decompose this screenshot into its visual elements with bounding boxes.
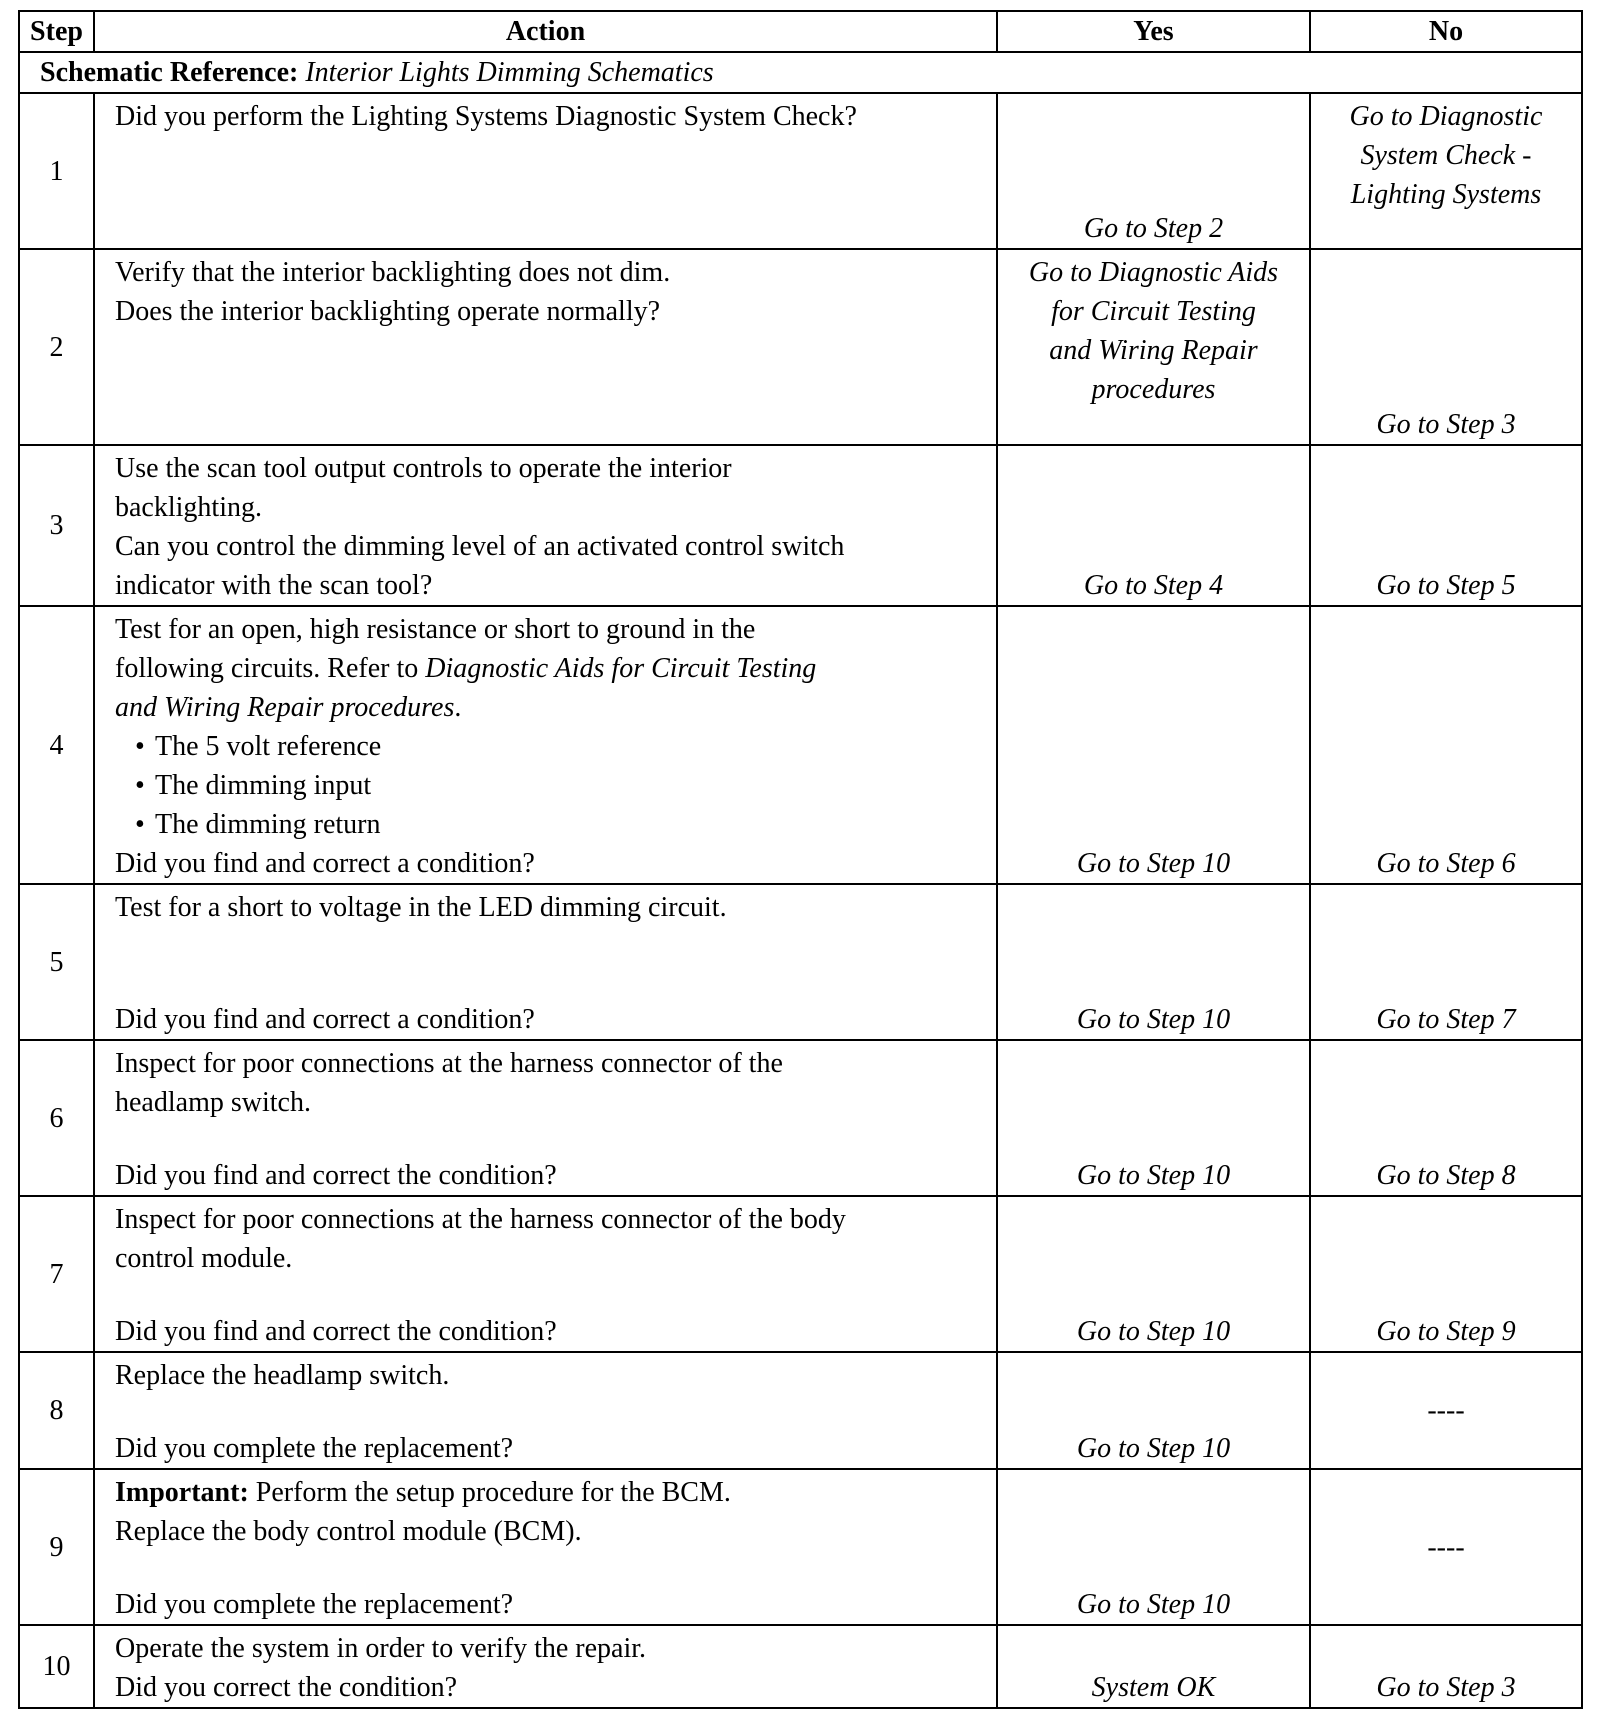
no-cell <box>1310 1040 1582 1196</box>
yes-cell <box>997 1196 1310 1352</box>
action-question: Did you find and correct the condition? <box>115 1316 557 1347</box>
table-row <box>19 884 1582 1040</box>
action-question: Did you find and correct the condition? <box>115 1160 557 1191</box>
list-item: • The 5 volt reference <box>135 727 986 766</box>
action-cell <box>94 445 997 606</box>
action-text: Test for a short to voltage in the LED dimming circuit. <box>115 892 727 923</box>
action-text-part: . <box>454 692 462 723</box>
yes-link[interactable]: Go to Step 10 <box>1076 1589 1231 1620</box>
no-link-line: System Check - <box>1360 140 1532 171</box>
table-row <box>19 93 1582 249</box>
yes-link[interactable]: Go to Step 10 <box>1076 1433 1231 1464</box>
no-link[interactable]: Go to Step 3 <box>1376 1672 1516 1703</box>
no-cell <box>1310 445 1582 606</box>
yes-link-line: Go to Diagnostic Aids <box>1028 257 1279 288</box>
table-row <box>19 445 1582 606</box>
action-text: indicator with the scan tool? <box>115 570 433 601</box>
no-cell: ---- <box>1310 1352 1582 1469</box>
yes-cell <box>997 1625 1310 1708</box>
yes-cell <box>997 1352 1310 1469</box>
yes-link[interactable]: Go to Step 4 <box>1083 570 1224 601</box>
header-row <box>19 11 1582 52</box>
step-number: 8 <box>19 1352 94 1469</box>
step-number: 9 <box>19 1469 94 1625</box>
step-number: 1 <box>19 93 94 249</box>
action-text: Verify that the interior backlighting does not dim. <box>115 257 671 288</box>
step-number: 3 <box>19 445 94 606</box>
table-row <box>19 1040 1582 1196</box>
header-action: Action <box>94 11 997 52</box>
action-text: backlighting. <box>115 492 262 523</box>
action-text: Replace the headlamp switch. <box>115 1360 450 1391</box>
table-row <box>19 1625 1582 1708</box>
schematic-row <box>19 52 1582 93</box>
no-link-line: Go to Diagnostic <box>1349 101 1543 132</box>
step-number: 7 <box>19 1196 94 1352</box>
action-text: Does the interior backlighting operate normally? <box>115 296 661 327</box>
no-cell <box>1310 1625 1582 1708</box>
action-text: control module. <box>115 1243 293 1274</box>
no-cell: ---- <box>1310 1469 1582 1625</box>
step-number: 10 <box>19 1625 94 1708</box>
yes-cell <box>997 1040 1310 1196</box>
action-cell <box>94 249 997 445</box>
action-cell <box>94 1625 997 1708</box>
yes-cell <box>997 884 1310 1040</box>
yes-link[interactable]: Go to Step 10 <box>1076 848 1231 879</box>
yes-cell <box>997 445 1310 606</box>
yes-link[interactable]: Go to Step 2 <box>1083 213 1224 244</box>
action-text: Inspect for poor connections at the harness connector of the <box>115 1048 783 1079</box>
no-link[interactable]: Go to Step 7 <box>1376 1004 1516 1035</box>
yes-link[interactable]: Go to Step 10 <box>1076 1316 1231 1347</box>
no-link[interactable] <box>1311 97 1581 214</box>
action-cell <box>94 1040 997 1196</box>
important-label: Important: <box>115 1477 249 1508</box>
yes-link[interactable]: System OK <box>1091 1672 1216 1703</box>
header-step: Step <box>19 11 94 52</box>
table-row <box>19 1469 1582 1625</box>
action-text <box>115 688 986 727</box>
yes-link-line: procedures <box>1091 374 1216 405</box>
yes-cell <box>997 249 1310 445</box>
action-text: Can you control the dimming level of an activated control switch <box>115 531 845 562</box>
action-cell <box>94 1352 997 1469</box>
action-text: Did you perform the Lighting Systems Diagnostic System Check? <box>115 101 857 132</box>
action-text-part: following circuits. Refer to <box>115 653 419 684</box>
header-yes: Yes <box>997 11 1310 52</box>
action-text <box>115 649 986 688</box>
reference-link[interactable]: Diagnostic Aids for Circuit Testing <box>425 653 817 684</box>
step-number: 4 <box>19 606 94 884</box>
no-link[interactable]: Go to Step 9 <box>1376 1316 1516 1347</box>
important-text: Perform the setup procedure for the BCM. <box>248 1477 731 1508</box>
yes-link[interactable] <box>998 253 1309 409</box>
schematic-link[interactable]: Interior Lights Dimming Schematics <box>305 57 714 88</box>
circuit-list <box>115 727 986 844</box>
yes-cell <box>997 93 1310 249</box>
table-row <box>19 606 1582 884</box>
action-question: Did you complete the replacement? <box>115 1433 514 1464</box>
action-text: Operate the system in order to verify the repair. <box>115 1633 647 1664</box>
yes-link[interactable]: Go to Step 10 <box>1076 1160 1231 1191</box>
action-question: Did you correct the condition? <box>115 1672 458 1703</box>
no-cell <box>1310 884 1582 1040</box>
list-item: • The dimming input <box>135 766 986 805</box>
action-cell <box>94 93 997 249</box>
action-question: Did you find and correct a condition? <box>115 1004 535 1035</box>
no-cell <box>1310 93 1582 249</box>
no-cell <box>1310 1196 1582 1352</box>
table-row <box>19 1352 1582 1469</box>
step-number: 6 <box>19 1040 94 1196</box>
diagnostic-table <box>18 10 1583 1709</box>
action-text: headlamp switch. <box>115 1087 311 1118</box>
action-question: Did you find and correct a condition? <box>115 848 535 879</box>
list-item: • The dimming return <box>135 805 986 844</box>
action-text: Replace the body control module (BCM). <box>115 1516 582 1547</box>
action-text: Inspect for poor connections at the harness connector of the body <box>115 1204 846 1235</box>
action-text: Use the scan tool output controls to operate the interior <box>115 453 732 484</box>
yes-link-line: and Wiring Repair <box>1049 335 1258 366</box>
yes-cell <box>997 606 1310 884</box>
step-number: 2 <box>19 249 94 445</box>
action-cell <box>94 606 997 884</box>
no-cell <box>1310 249 1582 445</box>
important-note <box>115 1473 986 1512</box>
table-row <box>19 249 1582 445</box>
no-link[interactable]: Go to Step 5 <box>1376 570 1516 601</box>
yes-link[interactable]: Go to Step 10 <box>1076 1004 1231 1035</box>
action-cell <box>94 1196 997 1352</box>
action-text: Test for an open, high resistance or short to ground in the <box>115 614 756 645</box>
yes-link-line: for Circuit Testing <box>1051 296 1256 327</box>
no-link-line: Lighting Systems <box>1350 179 1542 210</box>
no-cell <box>1310 606 1582 884</box>
no-link[interactable]: Go to Step 3 <box>1376 409 1516 440</box>
step-number: 5 <box>19 884 94 1040</box>
yes-cell <box>997 1469 1310 1625</box>
action-cell <box>94 1469 997 1625</box>
action-cell <box>94 884 997 1040</box>
schematic-reference <box>19 52 1582 93</box>
schematic-label: Schematic Reference: <box>40 57 299 88</box>
header-no: No <box>1310 11 1582 52</box>
no-link[interactable]: Go to Step 6 <box>1376 848 1516 879</box>
reference-link[interactable]: and Wiring Repair procedures <box>115 692 455 723</box>
table-row <box>19 1196 1582 1352</box>
no-link[interactable]: Go to Step 8 <box>1376 1160 1516 1191</box>
action-question: Did you complete the replacement? <box>115 1589 514 1620</box>
